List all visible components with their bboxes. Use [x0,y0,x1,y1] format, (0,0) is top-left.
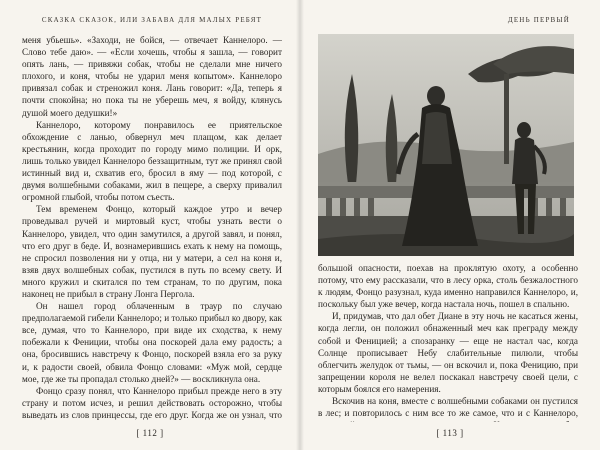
paragraph: Он нашел город облаченным в траур по случаю предполагаемой гибели Каннелоро; и только прибыл ко двору, как все, думая, что то Каннелоро, при виде их сходства, к нему побежали к Фениции, чтобы она поскорей дала ему радость; а она, бросившись навстречу к Фонцо, поскорей взяла его за руку и, к радости своей, обвила Фонцо словами: «Муж мой, сердце мое, где же ты пропадал столько дней?» — воскликнула она. [22,301,282,384]
running-head-right: ДЕНЬ ПЕРВЫЙ [507,16,570,24]
left-page-text [22,34,282,422]
paragraph: Вскочив на коня, вместе с волшебными собаками он пустился в лес; и повторилось с ним все то же самое, что и с Каннелоро, [318,396,578,419]
right-page [300,0,600,450]
page-number-right: [ 113 ] [436,428,464,438]
paragraph: большой опасности, поехав на проклятую охоту, а особенно потому, что ему рассказали, что в лесу орка, столь безжалостного к людям, Фонцо разузнал, куда именно направился Каннелоро, и, поскольку был уже вечер, когда настала ночь, пошел в спальню. [318,263,578,310]
paragraph: меня убьешь». «Заходи, не бойся, — отвечает Каннелоро. — Слово тебе даю». — «Если хочешь, чтобы я зашла, — говорит опять лань, — привяжи собак, чтобы не сделали мне ничего плохого, и коня, чтобы не ударил меня копытом». Каннелоро привязал собак и стреножил коня. Лань говорит: «Да, теперь я почти спокойна; но пока ты не уберешь меч, я войду, клянусь душой моего дедушки!» [22,35,282,118]
illustration-image [318,34,574,256]
page-number-left: [ 112 ] [136,428,164,438]
paragraph: Фонцо сразу понял, что Каннелоро прибыл прежде него в эту страну и потом исчез, и решил действовать осторожно, чтобы выведать из слов принцессы, где его друг. Когда же он узнал, что [22,385,282,420]
paragraph: И, придумав, что дал обет Диане в эту ночь не касаться жены, когда легли, он положил обнаженный меч как преграду между собой и Феницией; а спозаранку — еще не настал час, когда Солнце прописывает Небу слабительные пилюли, чтобы облегчить желудок от тьмы, — он вскочил и, пока Феницию, при запрещении короля не велел поскакал навстречу своей цели, с которым боялся его намерения. [318,311,578,394]
paragraph: Каннелоро, которому понравилось ее приятельское обхождение с ланью, обвернул меч плащом, как делает крестьянин, когда проходит по городу мимо полиции. И орк, лишь только увидел Каннелоро беззащитным, тут же принял свой истинный вид и, схватив его, бросил в яму — под которой, с двумя волшебными собаками, жил в пещере, а сверху привалил огромной глыбой, чтобы потом съесть. [22,119,282,203]
illustration-lady-and-man-on-terrace [318,34,574,256]
paragraph: Тем временем Фонцо, который каждое утро и вечер проведывал ручей и миртовый куст, чтобы узнать вести о Каннелоро, увидел, что один замутился, а другой завял, и понял, что его друг в беде. И, вознамерившись ехать к нему на помощь, не спросил позволения ни у отца, ни у матери, а сел на коня и, взяв двух волшебных собак, пустился в путь по всему свету. И много кружил и скитался по тем странам, то по другим, пока наконец не прибыл в страну Лонга Перголa. [22,204,282,299]
right-page-text [318,262,578,422]
running-head-left: СКАЗКА СКАЗОК, ИЛИ ЗАБАВА ДЛЯ МАЛЫХ РЕБЯТ [41,16,263,24]
